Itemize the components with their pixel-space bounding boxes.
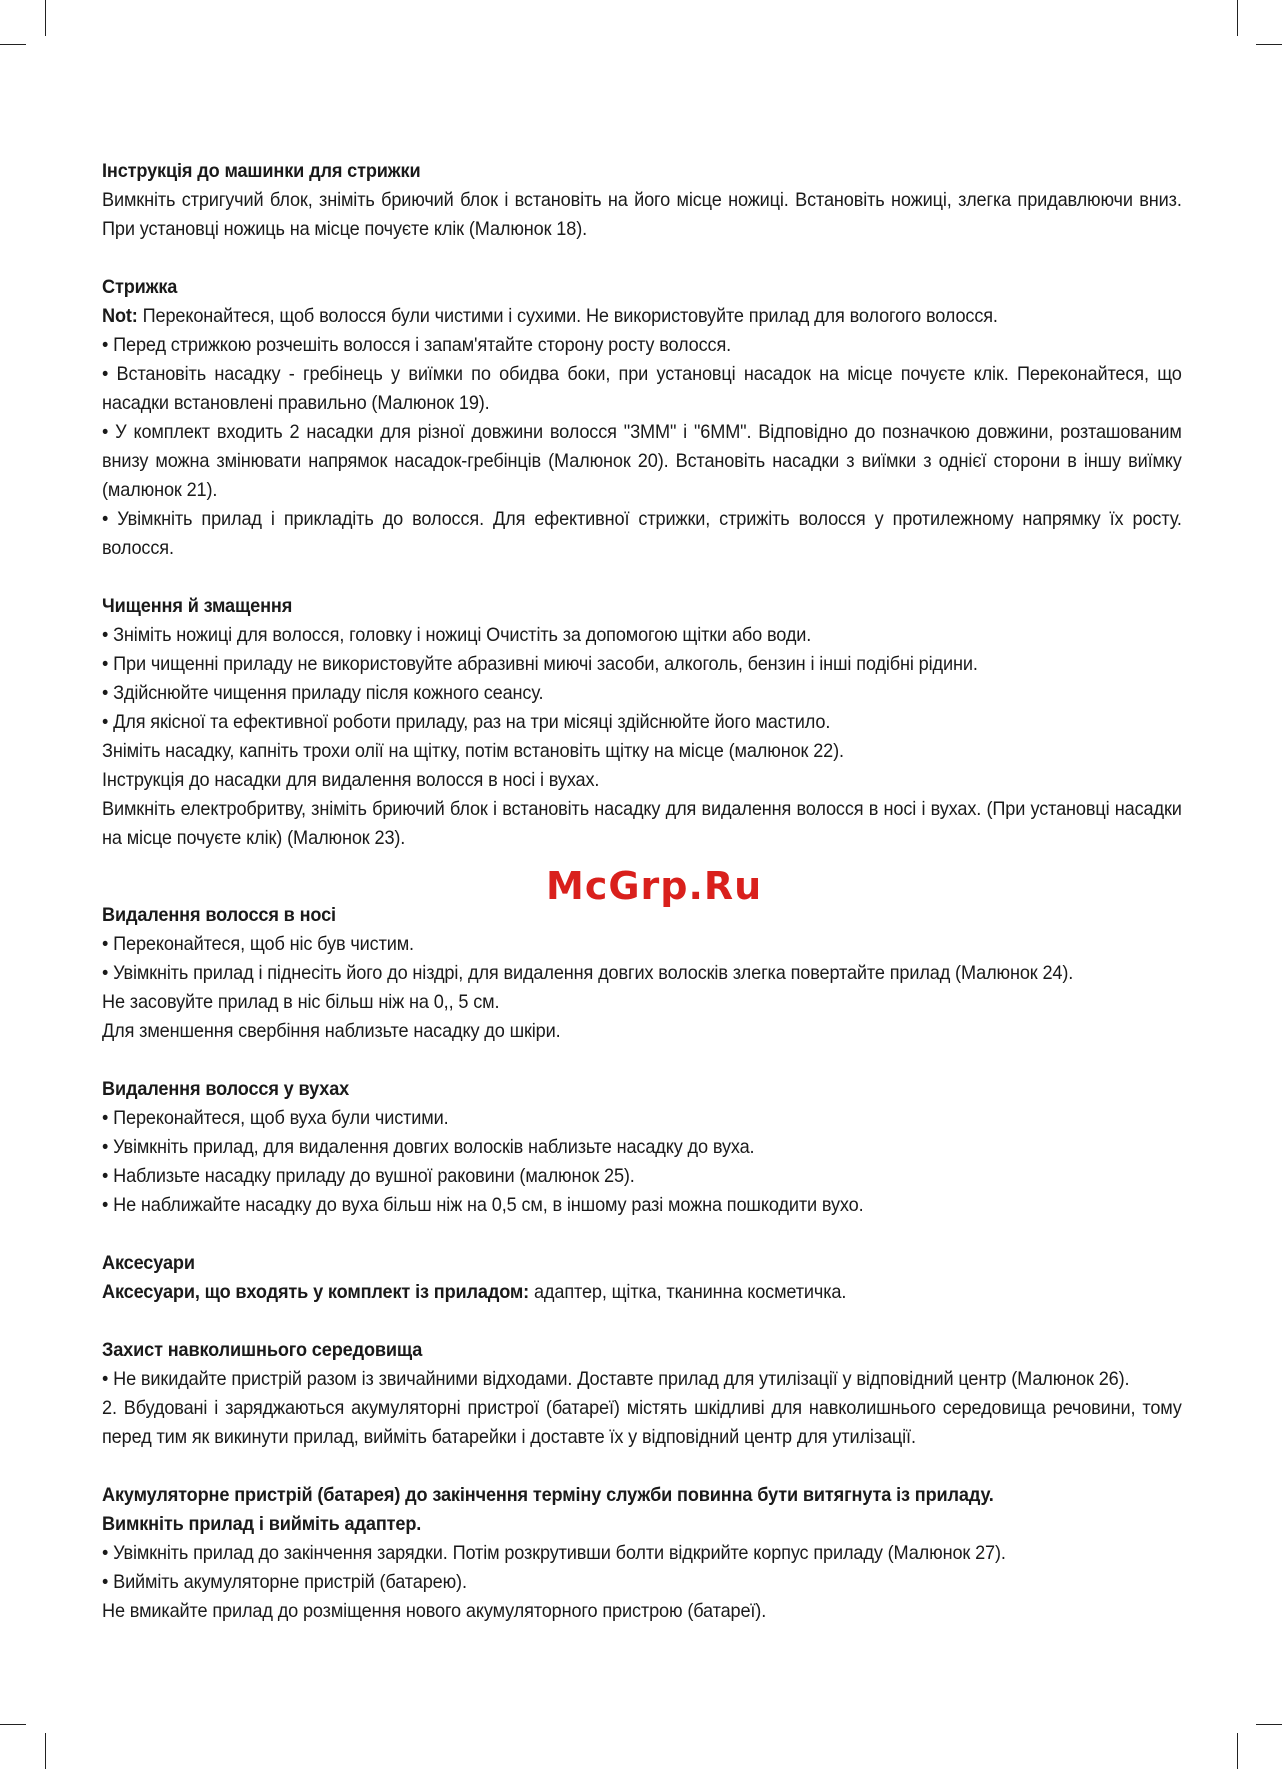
- note-text: Переконайтеся, щоб волосся були чистими і сухими. Не використовуйте прилад для вологого волосся.: [137, 305, 998, 327]
- section-accessories: [102, 1249, 1182, 1307]
- section-ear-hair: [102, 1075, 1182, 1220]
- paragraph: • Переконайтеся, щоб вуха були чистими.: [102, 1107, 449, 1129]
- paragraph: • Переконайтеся, щоб ніс був чистим.: [102, 933, 414, 955]
- paragraph: • Не викидайте пристрій разом із звичайними відходами. Доставте прилад для утилізації у відповідний центр (Малюнок 26).: [102, 1368, 1130, 1390]
- section-heading: Видалення волосся у вухах: [102, 1078, 350, 1100]
- paragraph: • Перед стрижкою розчешіть волосся і запам'ятайте сторону росту волосся.: [102, 334, 732, 356]
- section-heading: Аксесуари: [102, 1252, 195, 1274]
- section-heading: Інструкція до машинки для стрижки: [102, 160, 421, 182]
- section-subheading: Вимкніть прилад і вийміть адаптер.: [102, 1513, 422, 1535]
- section-haircut: [102, 273, 1182, 563]
- paragraph: • Увімкніть прилад і прикладіть до волосся. Для ефективної стрижки, стрижіть волосся у протилежному напрямку їх росту. волосся.: [102, 508, 1182, 559]
- crop-mark-right-bottom: [1256, 1724, 1282, 1725]
- paragraph: • Увімкніть прилад, для видалення довгих волосків наблизьте насадку до вуха.: [102, 1136, 755, 1158]
- paragraph: • Для якісної та ефективної роботи приладу, раз на три місяці здійснюйте його мастило.: [102, 711, 831, 733]
- paragraph: Не вмикайте прилад до розміщення нового акумуляторного пристрою (батареї).: [102, 1600, 767, 1622]
- paragraph: • Увімкніть прилад і піднесіть його до ніздрі, для видалення довгих волосків злегка повертайте прилад (Малюнок 24).: [102, 962, 1074, 984]
- accessories-label: Аксесуари, що входять у комплект із приладом:: [102, 1281, 530, 1303]
- section-clipper-instructions: [102, 157, 1182, 244]
- section-heading: Захист навколишнього середовища: [102, 1339, 423, 1361]
- crop-mark-top-left: [45, 0, 46, 36]
- section-battery: [102, 1481, 1182, 1626]
- paragraph: 2. Вбудовані і заряджаються акумуляторні пристрої (батареї) містять шкідливі для навколишнього середовища речовини, тому перед тим як викинути прилад, вийміть батарейки і доставте їх у відповідний центр для утилізації.: [102, 1397, 1182, 1448]
- paragraph: • Здійснюйте чищення приладу після кожного сеансу.: [102, 682, 544, 704]
- paragraph: • Увімкніть прилад до закінчення зарядки. Потім розкрутивши болти відкрийте корпус приладу (Малюнок 27).: [102, 1542, 1006, 1564]
- section-heading: Акумуляторне пристрій (батарея) до закінчення терміну служби повинна бути витягнута із приладу.: [102, 1484, 994, 1506]
- accessories-paragraph: [102, 1278, 1182, 1307]
- paragraph: • Наблизьте насадку приладу до вушної раковини (малюнок 25).: [102, 1165, 635, 1187]
- paragraph: Інструкція до насадки для видалення волосся в носі і вухах.: [102, 769, 600, 791]
- paragraph: Вимкніть стригучий блок, зніміть бриючий блок і встановіть на його місце ножиці. Встановіть ножиці, злегка придавлюючи вниз. При установці ножиць на місце почуєте клік (Малюнок 18).: [102, 189, 1182, 240]
- crop-mark-left-bottom: [0, 1724, 26, 1725]
- paragraph: • Не наближайте насадку до вуха більш ніж на 0,5 см, в іншому разі можна пошкодити вухо.: [102, 1194, 864, 1216]
- note-paragraph: [102, 302, 1182, 331]
- accessories-text: адаптер, щітка, тканинна косметичка.: [529, 1281, 847, 1303]
- crop-mark-bottom-left: [45, 1733, 46, 1769]
- paragraph: • При чищенні приладу не використовуйте абразивні миючі засоби, алкоголь, бензин і інші подібні рідини.: [102, 653, 978, 675]
- note-label: Not:: [102, 305, 138, 327]
- watermark-logo: McGrp.Ru: [546, 864, 763, 908]
- section-heading: Стрижка: [102, 276, 178, 298]
- paragraph: • У комплект входить 2 насадки для різної довжини волосся "3ММ" і "6ММ". Відповідно до позначкою довжини, розташованим внизу можна змінювати напрямок насадок-гребінців (Малюнок 20). Встановіть насадки з виїмки з однієї сторони в іншу виїмку (малюнок 21).: [102, 421, 1182, 501]
- paragraph: • Встановіть насадку - гребінець у виїмки по обидва боки, при установці насадок на місце почуєте клік. Переконайтеся, що насадки встановлені правильно (Малюнок 19).: [102, 363, 1182, 414]
- section-heading: Чищення й змащення: [102, 595, 293, 617]
- paragraph: Вимкніть електробритву, зніміть бриючий блок і встановіть насадку для видалення волосся в носі і вухах. (При установці насадки на місце почуєте клік) (Малюнок 23).: [102, 798, 1182, 849]
- paragraph: Зніміть насадку, капніть трохи олії на щітку, потім встановіть щітку на місце (малюнок 22).: [102, 740, 844, 762]
- section-environment: [102, 1336, 1182, 1452]
- crop-mark-right-top: [1256, 44, 1282, 45]
- section-nose-hair: [102, 901, 1182, 1046]
- crop-mark-bottom-right: [1237, 1733, 1238, 1769]
- paragraph: • Вийміть акумуляторне пристрій (батарею).: [102, 1571, 467, 1593]
- section-heading: Видалення волосся в носі: [102, 904, 336, 926]
- paragraph: • Зніміть ножиці для волосся, головку і ножиці Очистіть за допомогою щітки або води.: [102, 624, 812, 646]
- crop-mark-top-right: [1237, 0, 1238, 36]
- section-cleaning: [102, 592, 1182, 853]
- crop-mark-left-top: [0, 44, 26, 45]
- paragraph: Не засовуйте прилад в ніс більш ніж на 0,, 5 см.: [102, 991, 500, 1013]
- document-body: [102, 157, 1182, 1655]
- paragraph: Для зменшення свербіння наблизьте насадку до шкіри.: [102, 1020, 561, 1042]
